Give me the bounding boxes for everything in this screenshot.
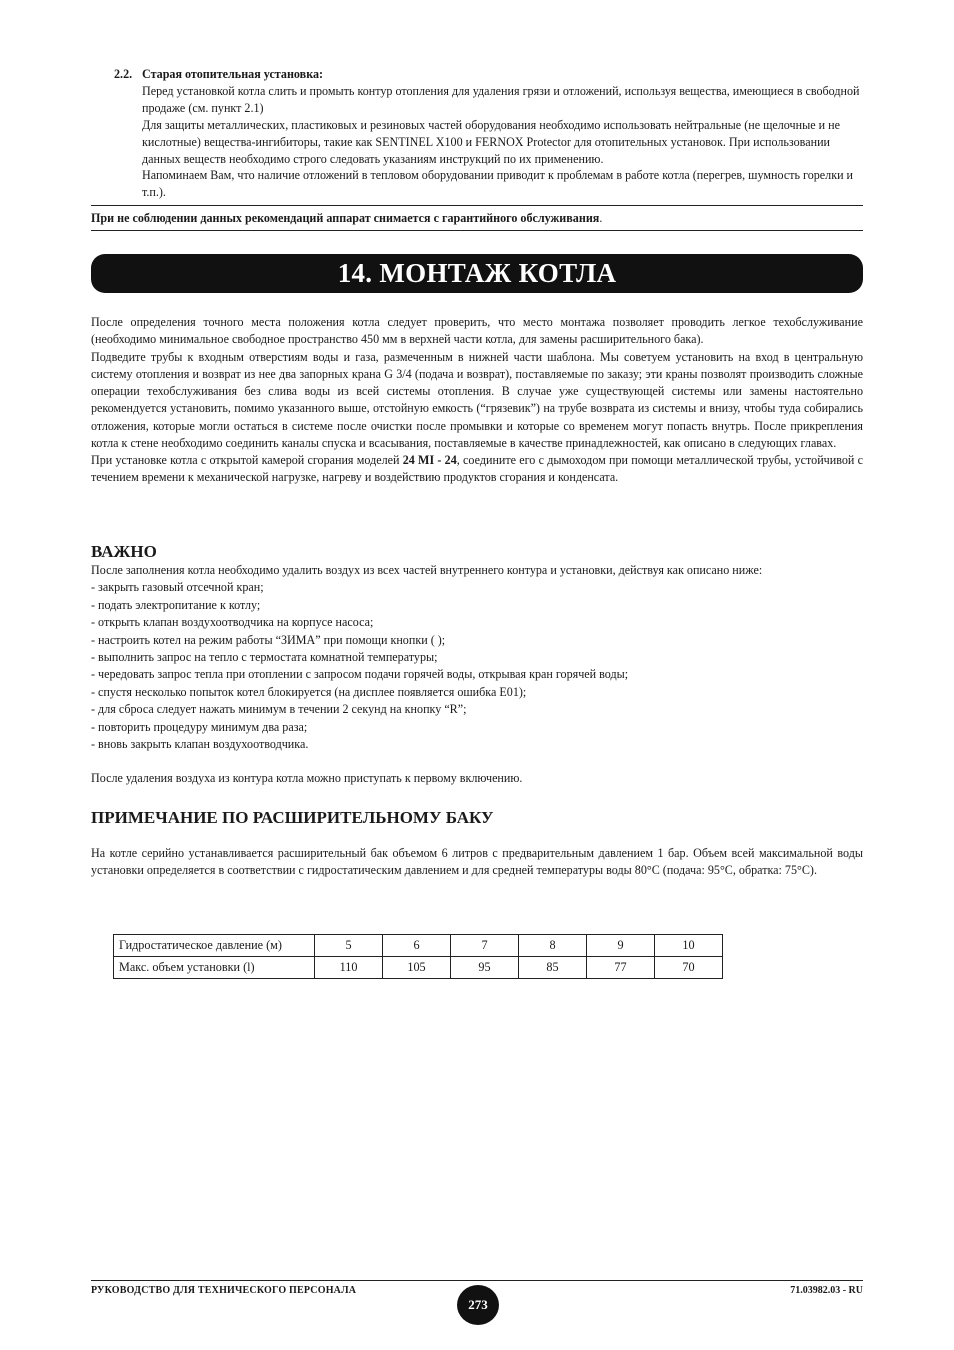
important-heading: ВАЖНО bbox=[91, 542, 157, 561]
procedure-step: - для сброса следует нажать минимум в течении 2 секунд на кнопку “R”; bbox=[91, 702, 467, 717]
chapter-title: 14. МОНТАЖ КОТЛА bbox=[337, 258, 617, 288]
section-body bbox=[142, 66, 863, 201]
row-label: Гидростатическое давление (м) bbox=[114, 935, 315, 957]
table-cell: 85 bbox=[519, 957, 587, 979]
table-cell: 10 bbox=[655, 935, 723, 957]
table-cell: 9 bbox=[587, 935, 655, 957]
air-purge-procedure bbox=[91, 562, 863, 753]
procedure-after: После удаления воздуха из контура котла можно приступать к первому включению. bbox=[91, 771, 523, 785]
intro-paragraph: Подведите трубы к входным отверстиям воды и газа, размеченным в нижней части шаблона. Мы советуем установить на вход в центральную систему отопления и возврат из нее два запорных крана G 3/4 (подача и возврат), поставляемые по заказу; эти краны позволят производить сложные операции техобслуживания без слива воды из всей системы отопления. В случае уже существующей системы или замены настоятельно рекомендуется установить, помимо указанного выше, отстойную емкость (“грязевик”) на трубе возврата из системы и внизу, чтобы туда собирались отложения, которые могли остаться в системе после очистки после промывки и которые со временем могут попасть внутрь. После прикрепления котла к стене необходимо соединить каналы спуска и всасывания, поставляемые в качестве принадлежностей, как описано в следующих главах. bbox=[91, 349, 863, 450]
page-number: 273 bbox=[468, 1297, 488, 1312]
warranty-warning bbox=[91, 210, 602, 226]
boiler-model: 24 MI - 24 bbox=[402, 453, 457, 467]
intro-text: , соедините его с дымоходом при помощи металлической трубы, устойчивой с течением времени к механической нагрузке, нагреву и воздействию продуктов сгорания и конденсата. bbox=[91, 453, 863, 485]
intro-paragraph: После определения точного места положения котла следует проверить, что место монтажа позволяет проводить легкое техобслуживание (необходимо минимальное свободное пространство 450 мм в верхней части котла, для замены расширительного бака). bbox=[91, 315, 863, 347]
table-row bbox=[114, 957, 723, 979]
procedure-step: - спустя несколько попыток котел блокируется (на дисплее появляется ошибка E01); bbox=[91, 684, 527, 699]
table-row bbox=[114, 935, 723, 957]
procedure-step: - чередовать запрос тепла при отоплении с запросом подачи горячей воды, открывая кран горячей воды; bbox=[91, 667, 629, 682]
procedure-step: - вновь закрыть клапан воздухоотводчика. bbox=[91, 737, 309, 752]
table-cell: 95 bbox=[451, 957, 519, 979]
chapter-banner bbox=[91, 254, 863, 293]
divider bbox=[91, 205, 863, 206]
intro-paragraph bbox=[91, 452, 863, 487]
table-cell: 5 bbox=[315, 935, 383, 957]
divider bbox=[91, 230, 863, 231]
table-cell: 110 bbox=[315, 957, 383, 979]
expansion-tank-heading: ПРИМЕЧАНИЕ ПО РАСШИРИТЕЛЬНОМУ БАКУ bbox=[91, 808, 494, 827]
footer-divider bbox=[91, 1280, 863, 1281]
expansion-tank-text: На котле серийно устанавливается расширительный бак объемом 6 литров с предварительным давлением 1 бар. Объем всей максимальной воды установки определяется в соответствии с гидростатическим давлением и для средней температуры воды 80°C (подача: 95°C, обратка: 75°C). bbox=[91, 846, 863, 878]
table-cell: 77 bbox=[587, 957, 655, 979]
procedure-lead: После заполнения котла необходимо удалить воздух из всех частей внутреннего контура и установки, действуя как описано ниже: bbox=[91, 563, 763, 577]
procedure-step: - открыть клапан воздухоотводчика на корпусе насоса; bbox=[91, 615, 374, 630]
table-cell: 8 bbox=[519, 935, 587, 957]
section-2-2 bbox=[114, 66, 863, 201]
installation-intro bbox=[91, 314, 863, 487]
procedure-step: - повторить процедуру минимум два раза; bbox=[91, 719, 308, 734]
table-cell: 70 bbox=[655, 957, 723, 979]
section-title: Старая отопительная установка: bbox=[142, 67, 324, 81]
procedure-step: - выполнить запрос на тепло с термостата комнатной температуры; bbox=[91, 650, 438, 665]
table-cell: 105 bbox=[383, 957, 451, 979]
section-number: 2.2. bbox=[114, 67, 133, 81]
table-cell: 7 bbox=[451, 935, 519, 957]
expansion-tank-table bbox=[113, 934, 723, 979]
section-paragraph: Напоминаем Вам, что наличие отложений в тепловом оборудовании приводит к проблемам в работе котла (перегрев, шумность горелки и т.п.). bbox=[142, 168, 854, 200]
section-paragraph: Перед установкой котла слить и промыть контур отопления для удаления грязи и отложений, используя вещества, имеющиеся в свободной продаже (см. пункт 2.1) bbox=[142, 83, 860, 115]
footer-manual-title: РУКОВОДСТВО ДЛЯ ТЕХНИЧЕСКОГО ПЕРСОНАЛА bbox=[91, 1285, 357, 1296]
procedure-step: - настроить котел на режим работы “ЗИМА” при помощи кнопки ( ); bbox=[91, 632, 446, 647]
table-cell: 6 bbox=[383, 935, 451, 957]
procedure-step: - закрыть газовый отсечной кран; bbox=[91, 580, 264, 595]
section-paragraph: Для защиты металлических, пластиковых и резиновых частей оборудования необходимо использовать нейтральные (не щелочные и не кислотные) вещества-ингибиторы, такие как SENTINEL X100 и FERNOX Protector для отопительных установок. При использовании данных веществ необходимо строго следовать указаниям инструкций по их применению. bbox=[142, 117, 840, 166]
row-label: Макс. объем установки (l) bbox=[114, 957, 315, 979]
intro-text: При установке котла с открытой камерой сгорания моделей bbox=[91, 453, 403, 467]
warning-text: При не соблюдении данных рекомендаций аппарат снимается с гарантийного обслуживания bbox=[91, 211, 600, 225]
warning-end: . bbox=[599, 211, 603, 225]
page-number-badge bbox=[457, 1285, 499, 1325]
procedure-step: - подать электропитание к котлу; bbox=[91, 597, 261, 612]
footer-doc-code: 71.03982.03 - RU bbox=[790, 1285, 863, 1296]
